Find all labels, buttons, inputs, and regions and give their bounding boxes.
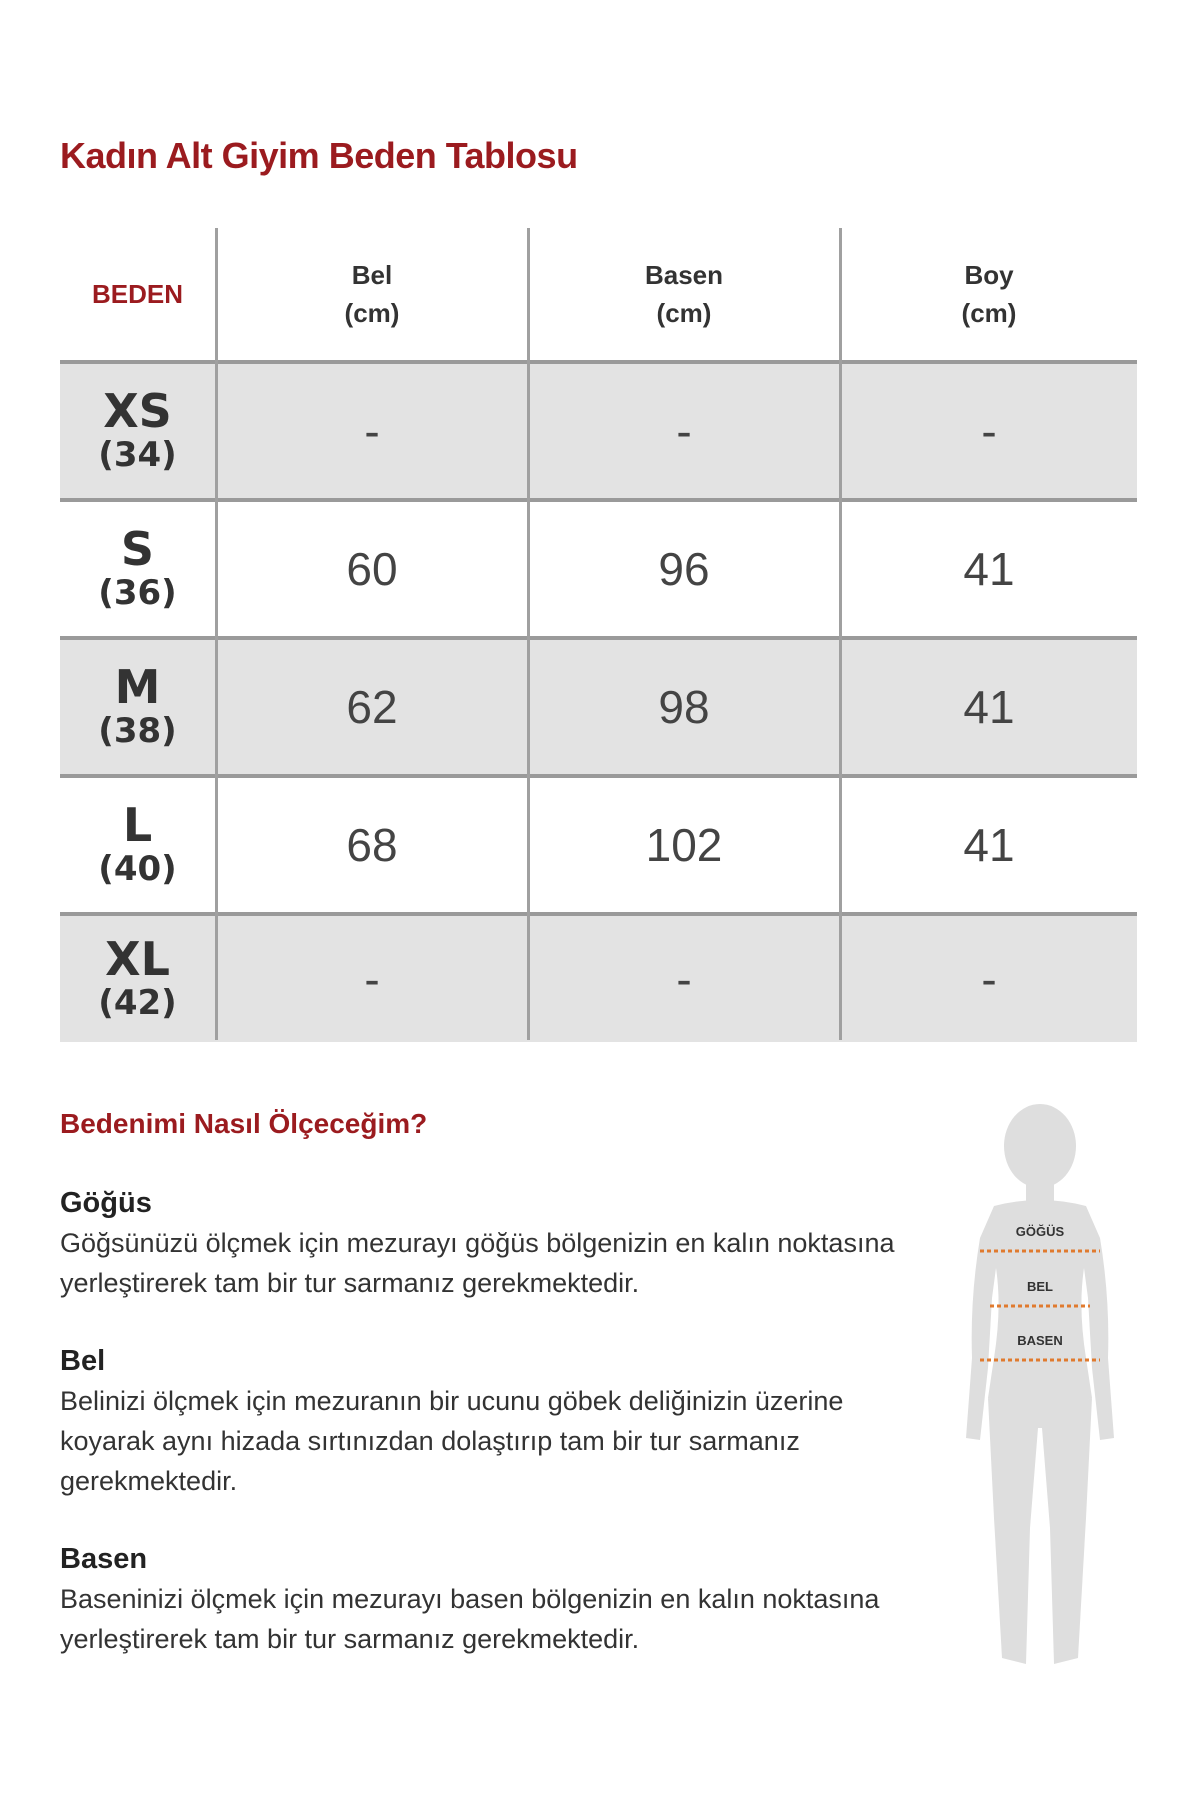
- header-boy-unit: (cm): [961, 298, 1017, 328]
- size-number: (40): [98, 849, 177, 889]
- table-row: [60, 778, 1137, 916]
- basen-value: -: [676, 953, 692, 1005]
- boy-value: 41: [963, 819, 1015, 871]
- header-bel: [217, 228, 527, 360]
- size-cell: [60, 364, 215, 498]
- table-row: [60, 502, 1137, 640]
- table-header-row: [60, 228, 1137, 364]
- how-to-measure-title: Bedenimi Nasıl Ölçeceğim?: [60, 1108, 428, 1139]
- size-number: (38): [98, 711, 177, 751]
- boy-value: -: [981, 405, 997, 457]
- boy-value: 41: [963, 681, 1015, 733]
- bel-value: 62: [346, 681, 398, 733]
- header-size: [60, 228, 215, 360]
- basen-value: 96: [658, 543, 710, 595]
- table-row: [60, 640, 1137, 778]
- measure-section-gogus: [60, 1183, 920, 1303]
- silhouette-head: [1004, 1104, 1076, 1188]
- section-heading: Basen: [60, 1543, 148, 1575]
- header-basen-unit: (cm): [656, 298, 712, 328]
- basen-label: BASEN: [1017, 1333, 1063, 1348]
- measure-section-bel: [60, 1341, 920, 1501]
- header-bel-label: Bel: [351, 260, 393, 290]
- silhouette-legs: [988, 1398, 1092, 1664]
- section-heading: Göğüs: [60, 1187, 152, 1219]
- size-table: [60, 228, 1137, 1042]
- size-cell: [60, 916, 215, 1042]
- size-code: M: [114, 660, 161, 714]
- basen-value: 102: [645, 819, 723, 871]
- column-divider: [527, 228, 530, 1040]
- size-code: XS: [103, 384, 172, 438]
- measure-section-basen: [60, 1539, 920, 1659]
- silhouette-neck: [1026, 1180, 1054, 1202]
- section-text-line: Baseninizi ölçmek için mezurayı basen bölgenizin en kalın noktasına: [60, 1584, 880, 1614]
- section-text-line: Göğsünüzü ölçmek için mezurayı göğüs bölgenizin en kalın noktasına: [60, 1228, 895, 1258]
- header-bel-unit: (cm): [344, 298, 400, 328]
- bel-value: 60: [346, 543, 398, 595]
- size-number: (42): [98, 983, 177, 1023]
- size-cell: [60, 778, 215, 912]
- header-boy-label: Boy: [964, 260, 1014, 290]
- section-text-line: koyarak aynı hizada sırtınızdan dolaştırıp tam bir tur sarmanız: [60, 1426, 800, 1456]
- page-title: Kadın Alt Giyim Beden Tablosu: [60, 135, 578, 176]
- bel-value: -: [364, 953, 380, 1005]
- basen-value: -: [676, 405, 692, 457]
- header-basen-label: Basen: [644, 260, 724, 290]
- table-row: [60, 364, 1137, 502]
- size-cell: [60, 502, 215, 636]
- body-measurement-figure: [950, 1098, 1130, 1678]
- section-text-line: Belinizi ölçmek için mezuranın bir ucunu göbek deliğinizin üzerine: [60, 1386, 844, 1416]
- bel-value: -: [364, 405, 380, 457]
- boy-value: 41: [963, 543, 1015, 595]
- table-row: [60, 916, 1137, 1042]
- size-code: L: [122, 798, 153, 852]
- header-basen: [529, 228, 839, 360]
- section-text-line: gerekmektedir.: [60, 1466, 238, 1496]
- column-divider: [215, 228, 218, 1040]
- header-size-label: BEDEN: [91, 279, 183, 309]
- section-heading: Bel: [60, 1345, 106, 1377]
- size-cell: [60, 640, 215, 774]
- bel-label: BEL: [1027, 1279, 1053, 1294]
- column-divider: [839, 228, 842, 1040]
- section-text-line: yerleştirerek tam bir tur sarmanız gerekmektedir.: [60, 1624, 640, 1654]
- size-number: (34): [98, 435, 177, 475]
- bel-value: 68: [346, 819, 398, 871]
- size-code: XL: [105, 932, 170, 986]
- female-silhouette-icon: [950, 1098, 1130, 1678]
- size-code: S: [120, 522, 155, 576]
- header-boy: [841, 228, 1137, 360]
- gogus-label: GÖĞÜS: [1015, 1224, 1065, 1239]
- boy-value: -: [981, 953, 997, 1005]
- section-text-line: yerleştirerek tam bir tur sarmanız gerekmektedir.: [60, 1268, 640, 1298]
- basen-value: 98: [658, 681, 710, 733]
- size-number: (36): [98, 573, 177, 613]
